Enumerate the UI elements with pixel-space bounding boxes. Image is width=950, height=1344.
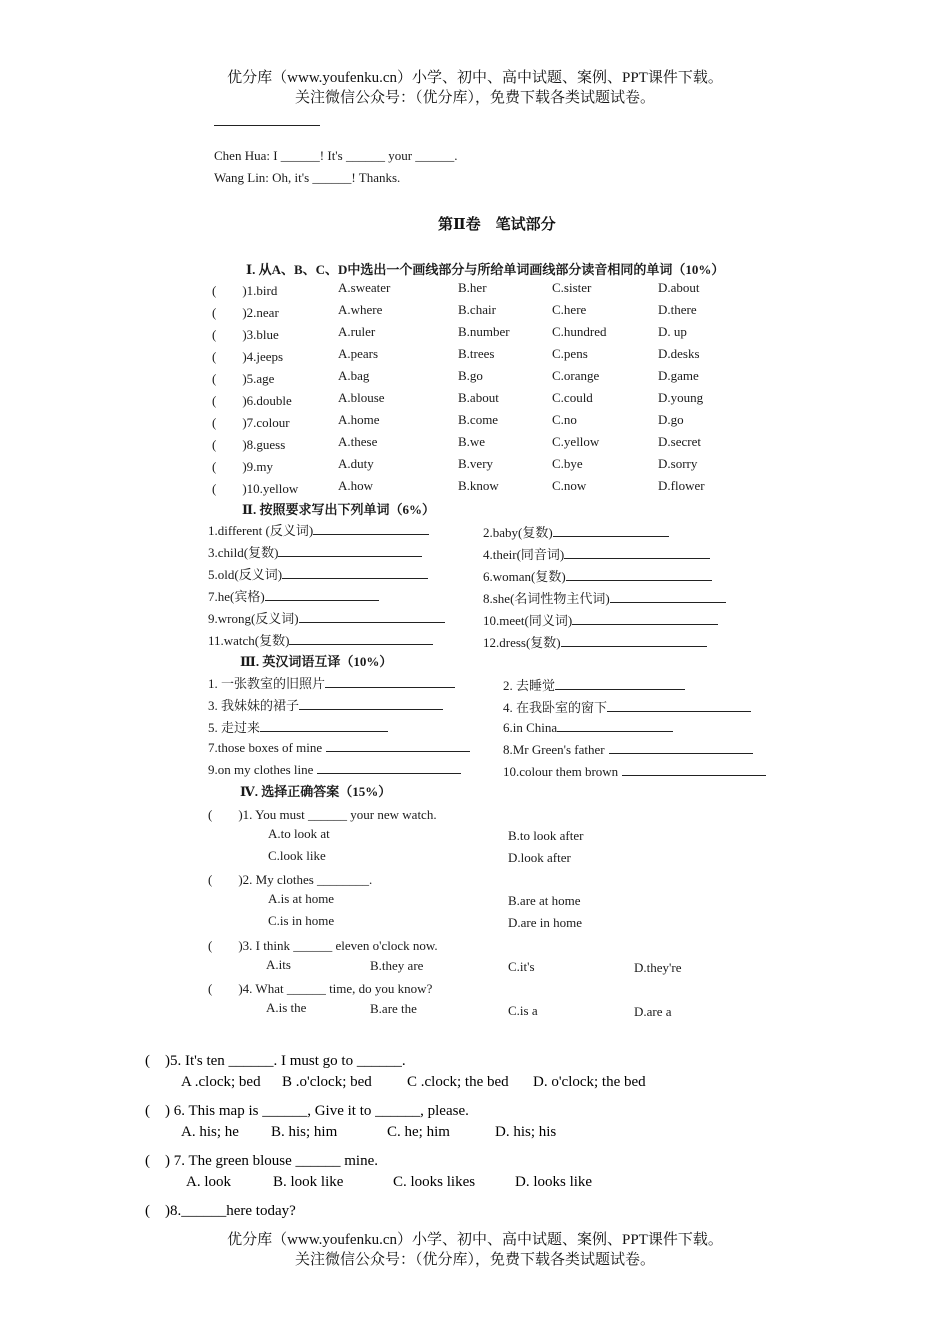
s1-q: ( )6.double bbox=[212, 393, 292, 408]
s1-q: ( )9.my bbox=[212, 459, 274, 474]
s1-d: D.desks bbox=[658, 346, 700, 361]
q6-stem: ( ) 6. This map is ______, Give it to ______, please. bbox=[145, 1103, 469, 1119]
s2-item: 9.wrong(反义词) bbox=[208, 611, 299, 626]
q5-option-a: A .clock; bed bbox=[181, 1074, 261, 1090]
s3-item: 5. 走过来 bbox=[208, 720, 261, 735]
s1-q: ( )10.yellow bbox=[212, 481, 299, 496]
s1-b: B.we bbox=[458, 434, 486, 449]
q5-option-b: B .o'clock; bed bbox=[282, 1074, 372, 1090]
s1-a: A.blouse bbox=[338, 390, 385, 405]
s4-q3-a: A.its bbox=[266, 957, 291, 972]
s4-q4-a: A.is the bbox=[266, 1000, 307, 1015]
q5-option-d: D. o'clock; the bed bbox=[533, 1074, 646, 1090]
s4-q2-stem: ( )2. My clothes ________. bbox=[208, 872, 373, 887]
section-4-title: Ⅳ. 选择正确答案（15%） bbox=[240, 784, 392, 799]
s4-q4-c: C.is a bbox=[508, 1003, 538, 1018]
s1-b: B.number bbox=[458, 324, 510, 339]
q6-option-a: A. his; he bbox=[181, 1124, 239, 1140]
s1-a: A.duty bbox=[338, 456, 374, 471]
s1-c: C.orange bbox=[552, 368, 600, 383]
s2-item: 3.child(复数) bbox=[208, 545, 279, 560]
header-line-1: 优分库（www.youfenku.cn）小学、初中、高中试题、案例、PPT课件下载。 bbox=[227, 70, 723, 86]
s1-d: D.sorry bbox=[658, 456, 698, 471]
s4-q3-stem: ( )3. I think ______ eleven o'clock now. bbox=[208, 938, 438, 953]
q7-stem: ( ) 7. The green blouse ______ mine. bbox=[145, 1153, 379, 1169]
s1-d: D.flower bbox=[658, 478, 705, 493]
s1-q: ( )5.age bbox=[212, 371, 275, 386]
s1-a: A.where bbox=[338, 302, 383, 317]
s4-q1-stem: ( )1. You must ______ your new watch. bbox=[208, 807, 437, 822]
s1-q: ( )7.colour bbox=[212, 415, 290, 430]
s4-q2-c: C.is in home bbox=[268, 913, 335, 928]
s1-c: C.hundred bbox=[552, 324, 607, 339]
s1-b: B.about bbox=[458, 390, 499, 405]
q5-stem: ( )5. It's ten ______. I must go to ______. bbox=[145, 1053, 406, 1069]
s1-b: B.know bbox=[458, 478, 499, 493]
s3-item: 4. 在我卧室的窗下 bbox=[503, 700, 608, 715]
q6-option-b: B. his; him bbox=[271, 1124, 338, 1140]
s2-item: 4.their(同音词) bbox=[483, 547, 565, 562]
s1-c: C.here bbox=[552, 302, 587, 317]
s3-item: 6.in China bbox=[503, 720, 558, 735]
s4-q2-b: B.are at home bbox=[508, 893, 581, 908]
s1-d: D. up bbox=[658, 324, 687, 339]
s1-q: ( )3.blue bbox=[212, 327, 279, 342]
s3-item: 7.those boxes of mine bbox=[208, 740, 323, 755]
section-3-title: Ⅲ. 英汉词语互译（10%） bbox=[240, 654, 393, 669]
s1-c: C.yellow bbox=[552, 434, 600, 449]
header-line-2: 关注微信公众号：（优分库），免费下载各类试题试卷。 bbox=[294, 90, 655, 106]
s1-a: A.pears bbox=[338, 346, 379, 361]
s2-item: 6.woman(复数) bbox=[483, 569, 566, 584]
s4-q3-b: B.they are bbox=[370, 958, 424, 973]
s1-a: A.bag bbox=[338, 368, 370, 383]
s1-d: D.secret bbox=[658, 434, 701, 449]
s1-c: C.could bbox=[552, 390, 593, 405]
s2-item: 10.meet(同义词) bbox=[483, 613, 573, 628]
s1-c: C.pens bbox=[552, 346, 588, 361]
s3-item: 8.Mr Green's father bbox=[503, 742, 605, 757]
s3-item: 9.on my clothes line bbox=[208, 762, 314, 777]
q6-option-c: C. he; him bbox=[387, 1124, 450, 1140]
footer-line-2: 关注微信公众号：（优分库），免费下载各类试题试卷。 bbox=[294, 1252, 655, 1268]
q5-option-c: C .clock; the bed bbox=[407, 1074, 509, 1090]
s1-q: ( )4.jeeps bbox=[212, 349, 284, 364]
s4-q2-d: D.are in home bbox=[508, 915, 583, 930]
s1-q: ( )8.guess bbox=[212, 437, 286, 452]
s2-item: 2.baby(复数) bbox=[483, 525, 553, 540]
s3-item: 3. 我妹妹的裙子 bbox=[208, 698, 300, 713]
s1-b: B.come bbox=[458, 412, 499, 427]
section-2-title: Ⅱ. 按照要求写出下列单词（6%） bbox=[242, 502, 435, 517]
s1-a: A.sweater bbox=[338, 280, 391, 295]
part-title: 第Ⅱ卷 笔试部分 bbox=[438, 217, 556, 233]
s4-q1-b: B.to look after bbox=[508, 828, 584, 843]
s1-b: B.very bbox=[458, 456, 494, 471]
section-1-title: Ⅰ. 从A、B、C、D中选出一个画线部分与所给单词画线部分读音相同的单词（10%） bbox=[246, 262, 725, 277]
s4-q1-a: A.to look at bbox=[268, 826, 330, 841]
s2-item: 7.he(宾格) bbox=[208, 589, 265, 604]
s1-d: D.go bbox=[658, 412, 684, 427]
s1-c: C.sister bbox=[552, 280, 592, 295]
s1-b: B.her bbox=[458, 280, 487, 295]
s1-c: C.now bbox=[552, 478, 587, 493]
s1-a: A.ruler bbox=[338, 324, 376, 339]
s1-b: B.go bbox=[458, 368, 483, 383]
q6-option-d: D. his; his bbox=[495, 1124, 557, 1140]
s1-b: B.trees bbox=[458, 346, 495, 361]
s1-c: C.no bbox=[552, 412, 577, 427]
s3-item: 1. 一张教室的旧照片 bbox=[208, 676, 326, 691]
q7-option-a: A. look bbox=[186, 1174, 231, 1190]
s1-d: D.about bbox=[658, 280, 700, 295]
s4-q4-b: B.are the bbox=[370, 1001, 417, 1016]
dialogue-line-1: Chen Hua: I ______! It's ______ your ______. bbox=[214, 148, 458, 163]
q7-option-b: B. look like bbox=[273, 1174, 344, 1190]
s1-b: B.chair bbox=[458, 302, 496, 317]
q7-option-d: D. looks like bbox=[515, 1174, 593, 1190]
s1-a: A.home bbox=[338, 412, 380, 427]
s1-d: D.young bbox=[658, 390, 704, 405]
s4-q2-a: A.is at home bbox=[268, 891, 335, 906]
s1-d: D.game bbox=[658, 368, 699, 383]
s1-a: A.these bbox=[338, 434, 378, 449]
s2-item: 1.different (反义词) bbox=[208, 523, 314, 538]
s4-q3-d: D.they're bbox=[634, 960, 682, 975]
footer-line-1: 优分库（www.youfenku.cn）小学、初中、高中试题、案例、PPT课件下载。 bbox=[227, 1232, 723, 1248]
answer-line bbox=[214, 125, 320, 126]
s1-a: A.how bbox=[338, 478, 374, 493]
s3-item: 2. 去睡觉 bbox=[503, 678, 556, 693]
q7-option-c: C. looks likes bbox=[393, 1174, 476, 1190]
dialogue-line-2: Wang Lin: Oh, it's ______! Thanks. bbox=[214, 170, 401, 185]
s1-q: ( )2.near bbox=[212, 305, 279, 320]
s4-q1-d: D.look after bbox=[508, 850, 571, 865]
q8-stem: ( )8.______here today? bbox=[145, 1203, 296, 1219]
s2-item: 12.dress(复数) bbox=[483, 635, 561, 650]
s2-item: 8.she(名词性物主代词) bbox=[483, 591, 610, 606]
s4-q4-d: D.are a bbox=[634, 1004, 672, 1019]
s4-q1-c: C.look like bbox=[268, 848, 326, 863]
s1-c: C.bye bbox=[552, 456, 583, 471]
s1-d: D.there bbox=[658, 302, 697, 317]
s4-q3-c: C.it's bbox=[508, 959, 535, 974]
s1-q: ( )1.bird bbox=[212, 283, 278, 298]
s4-q4-stem: ( )4. What ______ time, do you know? bbox=[208, 981, 433, 996]
s2-item: 5.old(反义词) bbox=[208, 567, 283, 582]
s2-item: 11.watch(复数) bbox=[208, 633, 290, 648]
s3-item: 10.colour them brown bbox=[503, 764, 619, 779]
